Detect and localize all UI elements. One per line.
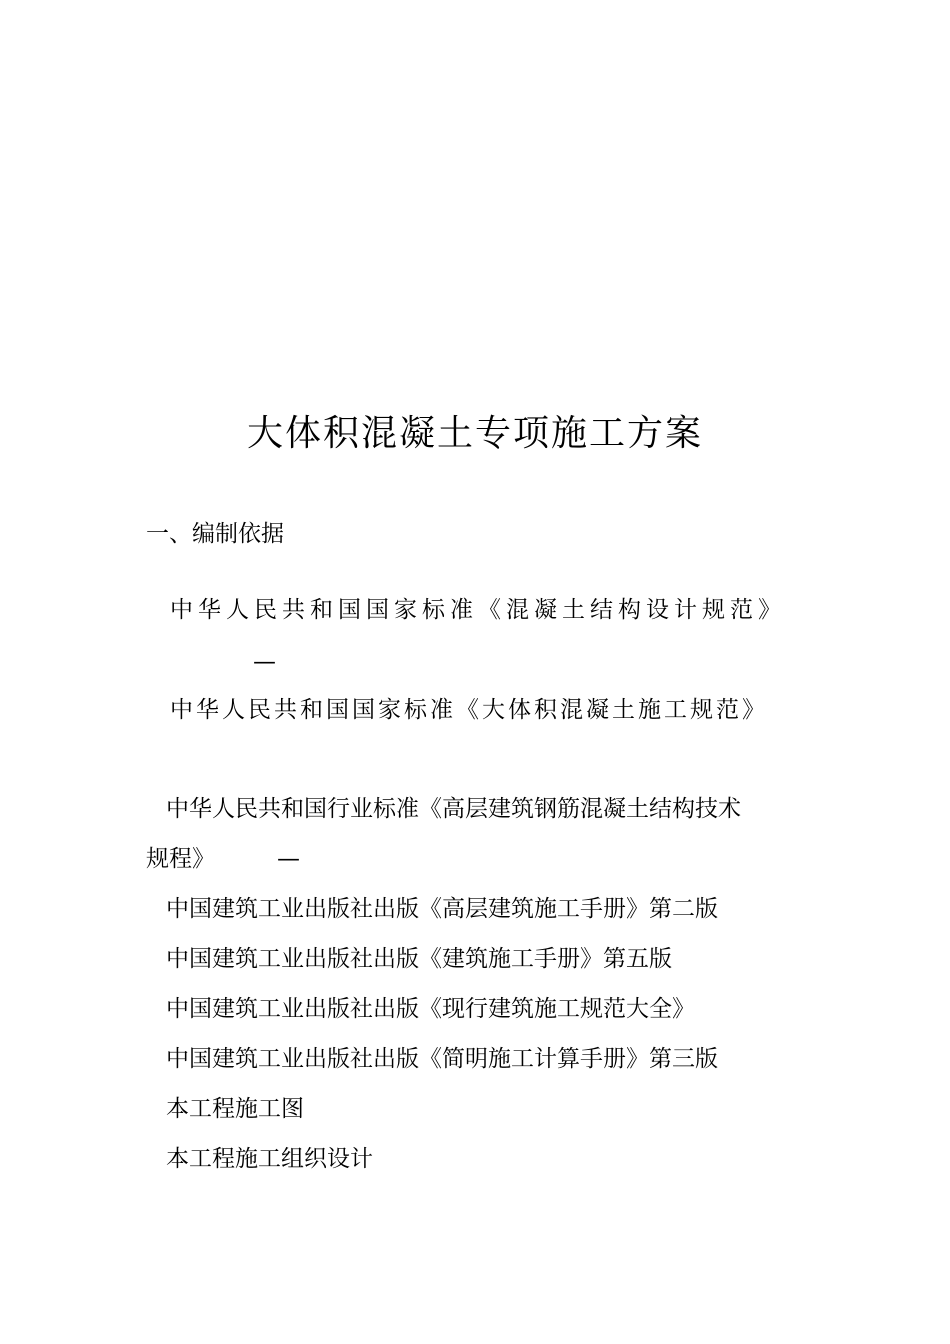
basis-item-mass-concrete-code: 中华人民共和国国家标准《大体积混凝土施工规范》	[170, 697, 768, 723]
basis-item-dash: —	[253, 649, 276, 675]
basis-item-high-rise-spec-line1: 中华人民共和国行业标准《高层建筑钢筋混凝土结构技术	[166, 796, 741, 822]
basis-item-concrete-design-code: 中华人民共和国国家标准《混凝土结构设计规范》	[170, 597, 786, 623]
basis-item-current-codes: 中国建筑工业出版社出版《现行建筑施工规范大全》	[166, 996, 695, 1022]
document-title: 大体积混凝土专项施工方案	[246, 413, 703, 454]
section-heading: 一、编制依据	[146, 521, 284, 547]
basis-item-organization-design: 本工程施工组织设计	[166, 1146, 373, 1172]
basis-item-high-rise-spec-line2	[146, 843, 300, 875]
basis-item-drawings: 本工程施工图	[166, 1096, 304, 1122]
basis-item-high-rise-handbook: 中国建筑工业出版社出版《高层建筑施工手册》第二版	[166, 896, 718, 922]
basis-item-calculation-handbook: 中国建筑工业出版社出版《简明施工计算手册》第三版	[166, 1046, 718, 1072]
basis-item-high-rise-spec-end: 规程》	[146, 846, 215, 872]
basis-item-dash: —	[277, 846, 300, 872]
basis-item-construction-handbook: 中国建筑工业出版社出版《建筑施工手册》第五版	[166, 946, 672, 972]
